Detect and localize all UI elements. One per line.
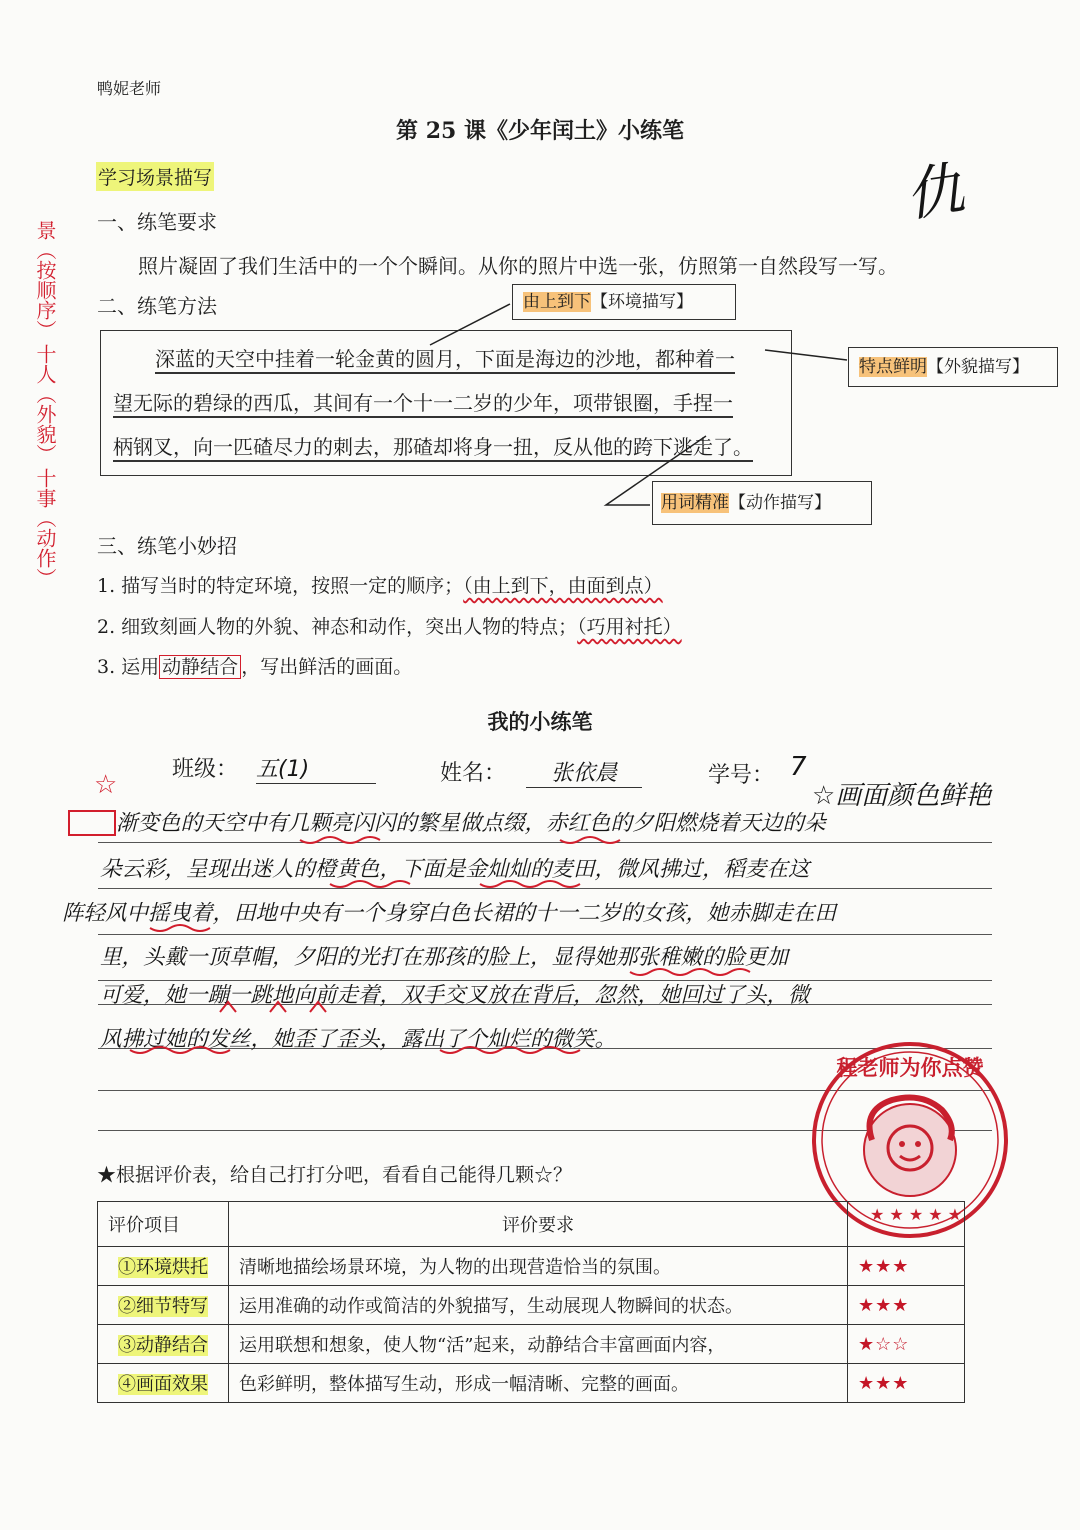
header-stars [848, 1202, 965, 1247]
row-stars: ★★★ [848, 1286, 965, 1325]
section-tag: 学习场景描写 [96, 162, 214, 191]
row-requirement: 色彩鲜明，整体描写生动，形成一幅清晰、完整的画面。 [229, 1364, 848, 1403]
table-row [98, 1364, 965, 1403]
row-item [98, 1286, 229, 1325]
callout-appearance-hl: 特点鲜明 [859, 357, 927, 377]
row-item [98, 1247, 229, 1286]
side-note-3: 十事（动作） [33, 468, 57, 588]
callout-action-hl: 用词精准 [661, 493, 729, 513]
callout-appearance-rest: 【外貌描写】 [927, 357, 1029, 377]
header-requirement: 评价要求 [229, 1202, 848, 1247]
side-note-2: 十人（外貌） [33, 344, 57, 464]
example-line-1: 深蓝的天空中挂着一轮金黄的圆月，下面是海边的沙地，都种着一 [155, 347, 735, 371]
row-stars: ★☆☆ [848, 1325, 965, 1364]
red-star-mark: ☆ [94, 770, 118, 800]
row-item-label: ①环境烘托 [118, 1257, 208, 1278]
row-item [98, 1364, 229, 1403]
page-title: 第 25 课《少年闰土》小练笔 [396, 118, 684, 144]
callout-environment-rest: 【环境描写】 [591, 292, 693, 312]
header-item: 评价项目 [98, 1202, 229, 1247]
table-row [98, 1325, 965, 1364]
tip-2-note: （巧用衬托） [577, 616, 682, 638]
tips-heading: 三、练笔小妙招 [97, 534, 237, 558]
tip-2-text: 2. 细致刻画人物的外貌、神态和动作，突出人物的特点； [97, 616, 578, 638]
id-value: 7 [790, 752, 807, 782]
row-stars: ★★★ [848, 1247, 965, 1286]
row-item [98, 1325, 229, 1364]
example-line-2: 望无际的碧绿的西瓜，其间有一个十一二岁的少年，项带银圈，手捏一 [113, 391, 733, 415]
essay-line-6: 风拂过她的发丝，她歪了歪头，露出了个灿烂的微笑。 [100, 1027, 617, 1052]
callout-environment-hl: 由上到下 [523, 292, 591, 312]
rating-prompt: ★根据评价表，给自己打打分吧，看看自己能得几颗☆？ [97, 1164, 573, 1186]
side-note-1: 景（按顺序） [33, 220, 57, 340]
req-text: 照片凝固了我们生活中的一个个瞬间。从你的照片中选一张，仿照第一自然段写一写。 [138, 254, 898, 278]
svg-text:★ ★ ★ ★ ★: ★ ★ ★ ★ ★ [870, 1205, 963, 1224]
essay-line-4: 里，头戴一顶草帽，夕阳的光打在那孩的脸上，显得她那张稚嫩的脸更加 [100, 945, 789, 970]
row-requirement: 清晰地描绘场景环境，为人物的出现营造恰当的氛围。 [229, 1247, 848, 1286]
row-stars: ★★★ [848, 1364, 965, 1403]
essay-line-1: 渐变色的天空中有几颗亮闪闪的繁星做点缀，赤红色的夕阳燃烧着天边的朵 [116, 811, 826, 836]
teacher-mark: 仇 [901, 154, 969, 230]
row-item-label: ④画面效果 [118, 1374, 208, 1395]
name-label: 姓名： [440, 761, 507, 786]
tip-1-text: 1. 描写当时的特定环境，按照一定的顺序； [97, 575, 464, 597]
practice-heading: 我的小练笔 [487, 709, 593, 734]
name-value: 张依晨 [526, 756, 642, 788]
essay-line-3: 阵轻风中摇曳着，田地中央有一个身穿白色长裙的十一二岁的女孩，她赤脚走在田 [62, 901, 837, 926]
class-value: 五(1) [256, 752, 376, 784]
author-label: 鸭妮老师 [97, 79, 162, 98]
tip-3-key: 动静结合 [159, 655, 241, 679]
stamp-text: 程老师为你点赞 [836, 1056, 984, 1080]
tip-1-note: （由上到下，由面到点） [463, 575, 663, 597]
tip-3-post: ，写出鲜活的画面。 [241, 656, 413, 678]
table-header-row [98, 1202, 965, 1247]
row-item-label: ②细节特写 [118, 1296, 208, 1317]
class-label: 班级： [172, 757, 239, 782]
essay-line-2: 朵云彩，呈现出迷人的橙黄色，下面是金灿灿的麦田，微风拂过，稻麦在这 [100, 857, 810, 882]
teacher-comment: ☆画面颜色鲜艳 [812, 781, 992, 811]
id-label: 学号： [708, 763, 775, 788]
method-heading: 二、练笔方法 [97, 294, 217, 318]
row-requirement: 运用准确的动作或简洁的外貌描写，生动展现人物瞬间的状态。 [229, 1286, 848, 1325]
row-requirement: 运用联想和想象，使人物“活”起来，动静结合丰富画面内容， [229, 1325, 848, 1364]
example-line-3: 柄钢叉，向一匹碴尽力的刺去，那碴却将身一扭，反从他的跨下逃走了。 [113, 435, 753, 459]
tip-3-text: 3. 运用 [97, 656, 160, 678]
evaluation-table [97, 1201, 965, 1403]
req-heading: 一、练笔要求 [97, 210, 217, 234]
essay-line-5: 可爱，她一蹦一跳地向前走着，双手交叉放在背后，忽然，她回过了头，微 [100, 983, 810, 1008]
table-row [98, 1247, 965, 1286]
callout-action-rest: 【动作描写】 [729, 493, 831, 513]
row-item-label: ③动静结合 [118, 1335, 208, 1356]
table-row [98, 1286, 965, 1325]
